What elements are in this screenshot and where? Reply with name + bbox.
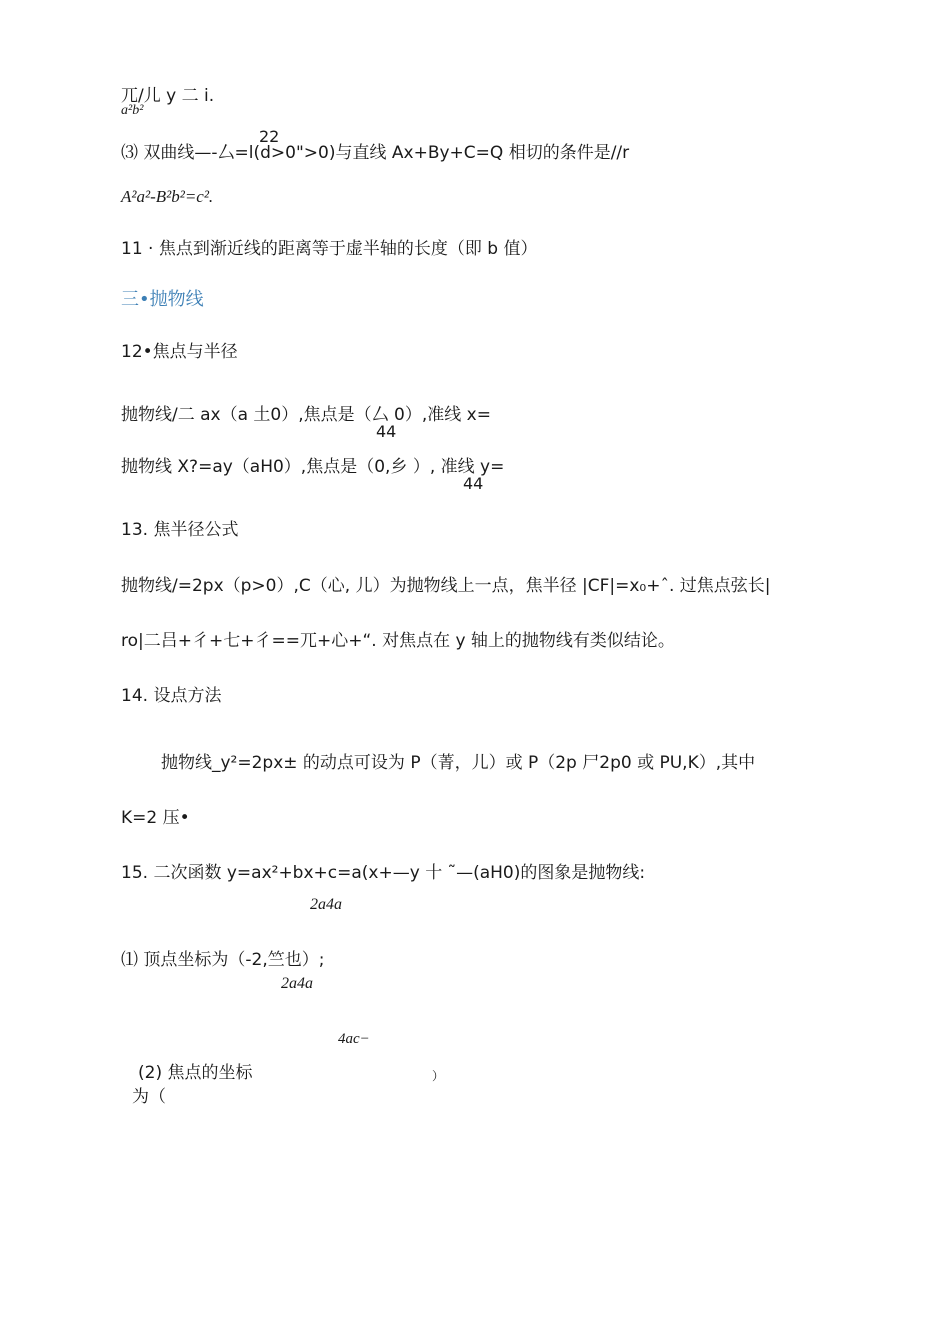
text-line-18: (2) 焦点的坐标 bbox=[138, 1063, 253, 1083]
text-line-10: 抛物线/=2px（p>0）,C（心, 儿）为抛物线上一点，焦半径 |CF|=x₀+ˆ. 过焦点弦长| bbox=[121, 576, 771, 596]
text-line-16-subscript: 2a4a bbox=[281, 975, 313, 992]
text-line-15-subscript: 2a4a bbox=[310, 896, 342, 913]
text-line-2: ⑶ 双曲线—-厶=l(d>0">0)与直线 Ax+By+C=Q 相切的条件是//r bbox=[121, 143, 630, 163]
text-line-8: 抛物线 X?=ay（aH0）,焦点是（0,乡 ）, 准线 y= bbox=[121, 457, 505, 477]
text-fragment-4ac: 4ac− bbox=[338, 1031, 370, 1043]
text-line-12: 14. 设点方法 bbox=[121, 686, 222, 706]
text-line-11: ro|二吕+彳+七+彳==兀+心+“. 对焦点在 y 轴上的抛物线有类似结论。 bbox=[121, 631, 675, 651]
text-line-18-paren: ） bbox=[432, 1069, 445, 1083]
text-line-7: 抛物线/二 ax（a 土0）,焦点是（厶 0）,准线 x= bbox=[121, 405, 491, 425]
text-line-19: 为（ bbox=[132, 1087, 166, 1107]
text-line-1-subscript: a²b² bbox=[121, 103, 144, 118]
text-line-8-subscript: 44 bbox=[463, 474, 484, 493]
text-line-6: 12•焦点与半径 bbox=[121, 342, 238, 362]
text-line-13: 抛物线_y²=2px± 的动点可设为 P（菁，儿）或 P（2p 尸2p0 或 PU,K）,其中 bbox=[161, 753, 756, 773]
text-line-14: K=2 压• bbox=[121, 808, 190, 828]
text-line-16: ⑴ 顶点坐标为（-2,竺也）; bbox=[121, 950, 325, 970]
text-line-15: 15. 二次函数 y=ax²+bx+c=a(x+—y 十 ˜—(aH0)的图象是抛物线: bbox=[121, 863, 646, 883]
text-line-7-subscript: 44 bbox=[376, 422, 397, 441]
text-line-4: 11 · 焦点到渐近线的距离等于虚半轴的长度（即 b 值） bbox=[121, 239, 538, 259]
text-line-3: A²a²-B²b²=c². bbox=[121, 187, 214, 206]
text-line-1: 兀/儿 y 二 i. bbox=[121, 86, 215, 106]
text-line-2-superscript: 22 bbox=[259, 127, 280, 146]
text-line-9: 13. 焦半径公式 bbox=[121, 520, 239, 540]
section-heading-parabola: 三•抛物线 bbox=[121, 289, 204, 310]
